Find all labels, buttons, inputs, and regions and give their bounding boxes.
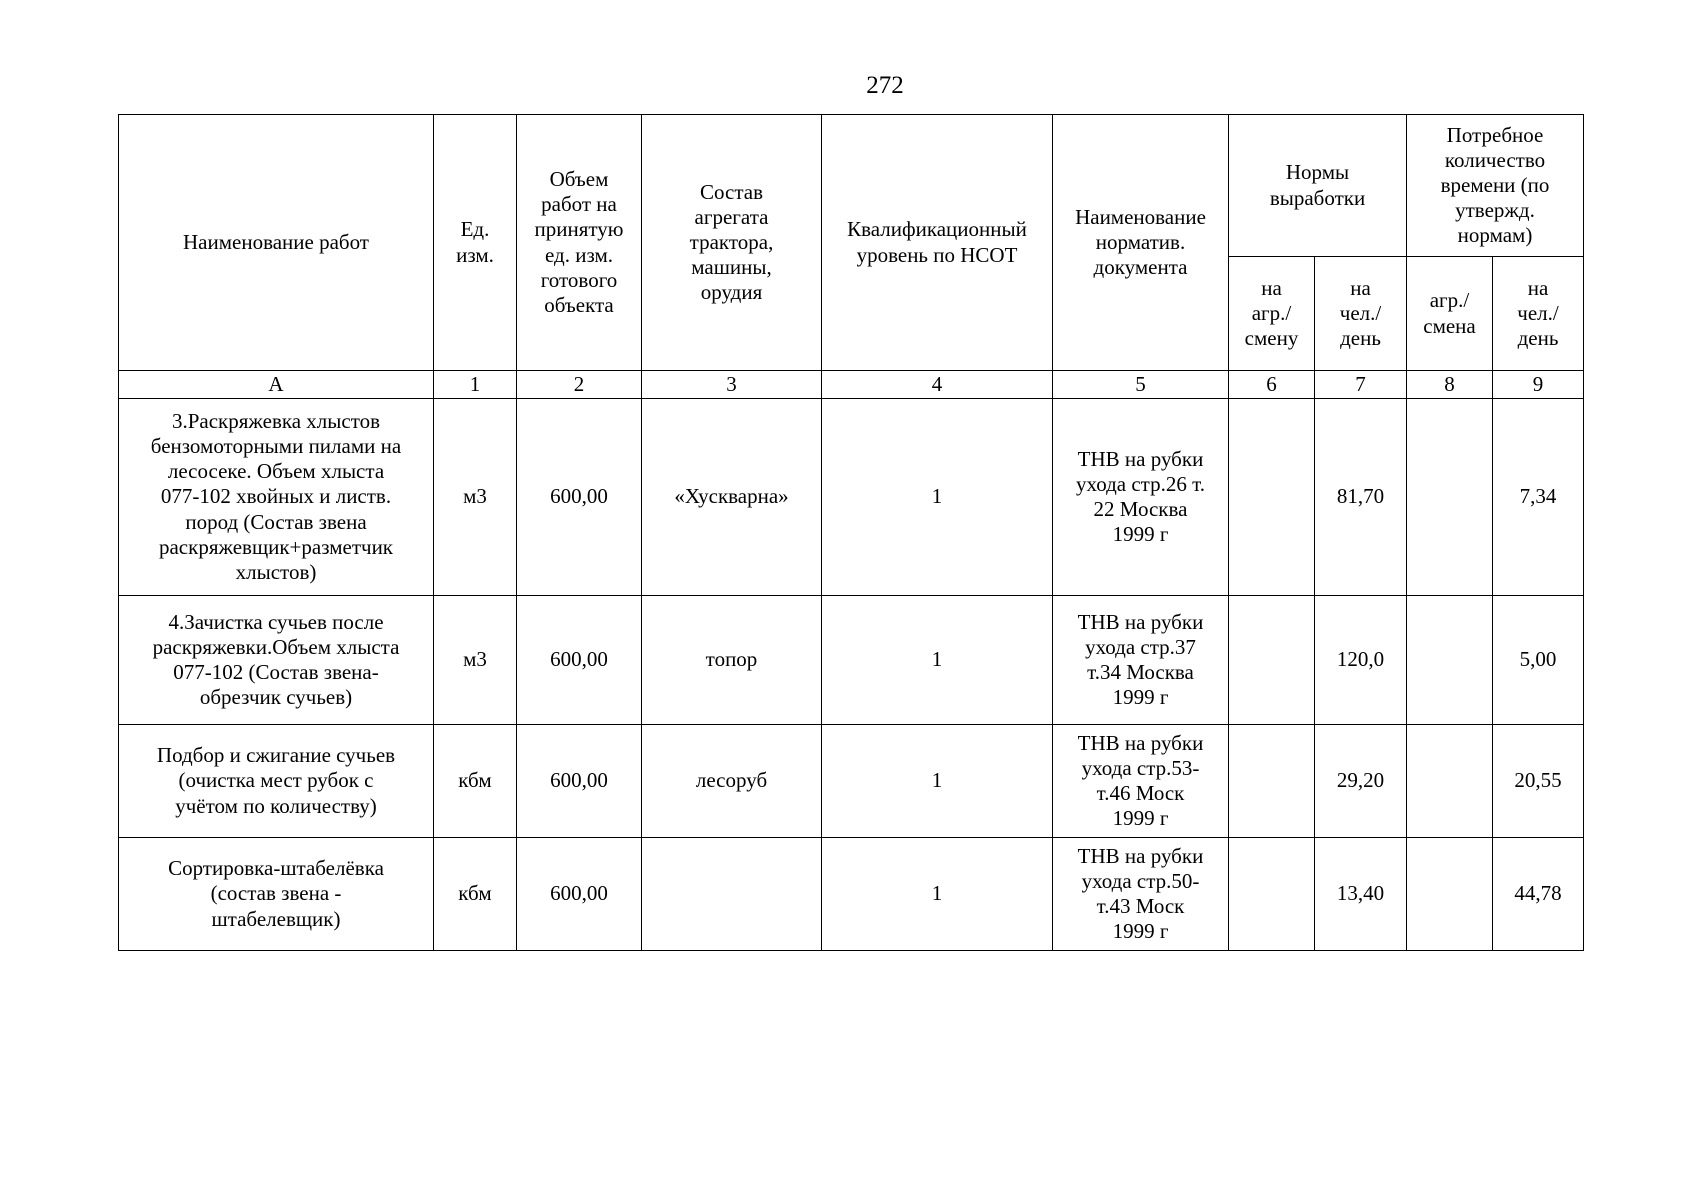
- doc-cell: ТНВ на рубки ухода стр.26 т. 22 Москва 1999 г: [1053, 399, 1229, 596]
- per-unit-shift-cell: [1229, 725, 1315, 838]
- level-cell: 1: [822, 725, 1053, 838]
- volume-cell: 600,00: [517, 838, 642, 951]
- unit-cell: кбм: [434, 838, 517, 951]
- header-output-norms: Нормы выработки: [1229, 115, 1407, 257]
- header-qualification: Квалификационный уровень по НСОТ: [822, 115, 1053, 371]
- doc-cell: ТНВ на рубки ухода стр.50- т.43 Моск 1999 г: [1053, 838, 1229, 951]
- unit-cell: м3: [434, 596, 517, 725]
- header-volume: Объем работ на принятую ед. изм. готового объекта: [517, 115, 642, 371]
- person-day-cell: 5,00: [1493, 596, 1584, 725]
- header-person-day: на чел./ день: [1493, 257, 1584, 371]
- header-unit: Ед. изм.: [434, 115, 517, 371]
- composition-cell: лесоруб: [642, 725, 822, 838]
- work-name-cell: Сортировка-штабелёвка (состав звена - штабелевщик): [119, 838, 434, 951]
- header-per-unit-shift: на агр./ смену: [1229, 257, 1315, 371]
- header-row-1: [119, 115, 1584, 257]
- column-number: 2: [517, 371, 642, 399]
- table-row: [119, 596, 1584, 725]
- level-cell: 1: [822, 838, 1053, 951]
- volume-cell: 600,00: [517, 725, 642, 838]
- column-number: 4: [822, 371, 1053, 399]
- per-unit-shift-cell: [1229, 596, 1315, 725]
- header-time-required: Потребное количество времени (по утвержд. нормам): [1407, 115, 1584, 257]
- work-name-cell: Подбор и сжигание сучьев (очистка мест рубок с учётом по количеству): [119, 725, 434, 838]
- person-day-cell: 20,55: [1493, 725, 1584, 838]
- per-person-day-cell: 13,40: [1315, 838, 1407, 951]
- unit-cell: кбм: [434, 725, 517, 838]
- volume-cell: 600,00: [517, 399, 642, 596]
- per-person-day-cell: 29,20: [1315, 725, 1407, 838]
- page-number: 272: [866, 72, 904, 99]
- header-composition: Состав агрегата трактора, машины, орудия: [642, 115, 822, 371]
- norms-table: [118, 114, 1584, 951]
- unit-shift-cell: [1407, 399, 1493, 596]
- level-cell: 1: [822, 596, 1053, 725]
- composition-cell: топор: [642, 596, 822, 725]
- column-number-row: [119, 371, 1584, 399]
- work-name-cell: 4.Зачистка сучьев после раскряжевки.Объем хлыста 077-102 (Состав звена- обрезчик сучьев): [119, 596, 434, 725]
- per-unit-shift-cell: [1229, 399, 1315, 596]
- doc-cell: ТНВ на рубки ухода стр.37 т.34 Москва 1999 г: [1053, 596, 1229, 725]
- volume-cell: 600,00: [517, 596, 642, 725]
- composition-cell: [642, 838, 822, 951]
- person-day-cell: 7,34: [1493, 399, 1584, 596]
- level-cell: 1: [822, 399, 1053, 596]
- header-work-name: Наименование работ: [119, 115, 434, 371]
- column-number: 1: [434, 371, 517, 399]
- column-number: 7: [1315, 371, 1407, 399]
- doc-cell: ТНВ на рубки ухода стр.53- т.46 Моск 1999 г: [1053, 725, 1229, 838]
- header-unit-shift: агр./ смена: [1407, 257, 1493, 371]
- person-day-cell: 44,78: [1493, 838, 1584, 951]
- column-number: 3: [642, 371, 822, 399]
- header-norm-doc: Наименование норматив. документа: [1053, 115, 1229, 371]
- unit-shift-cell: [1407, 596, 1493, 725]
- per-person-day-cell: 81,70: [1315, 399, 1407, 596]
- column-number: А: [119, 371, 434, 399]
- table-row: [119, 838, 1584, 951]
- unit-shift-cell: [1407, 725, 1493, 838]
- composition-cell: «Хускварна»: [642, 399, 822, 596]
- header-per-person-day: на чел./ день: [1315, 257, 1407, 371]
- table-row: [119, 399, 1584, 596]
- work-name-cell: 3.Раскряжевка хлыстов бензомоторными пилами на лесосеке. Объем хлыста 077-102 хвойных и листв. пород (Состав звена раскряжевщик+разметчик хлыстов): [119, 399, 434, 596]
- unit-cell: м3: [434, 399, 517, 596]
- column-number: 5: [1053, 371, 1229, 399]
- column-number: 9: [1493, 371, 1584, 399]
- per-unit-shift-cell: [1229, 838, 1315, 951]
- unit-shift-cell: [1407, 838, 1493, 951]
- table-row: [119, 725, 1584, 838]
- column-number: 6: [1229, 371, 1315, 399]
- per-person-day-cell: 120,0: [1315, 596, 1407, 725]
- column-number: 8: [1407, 371, 1493, 399]
